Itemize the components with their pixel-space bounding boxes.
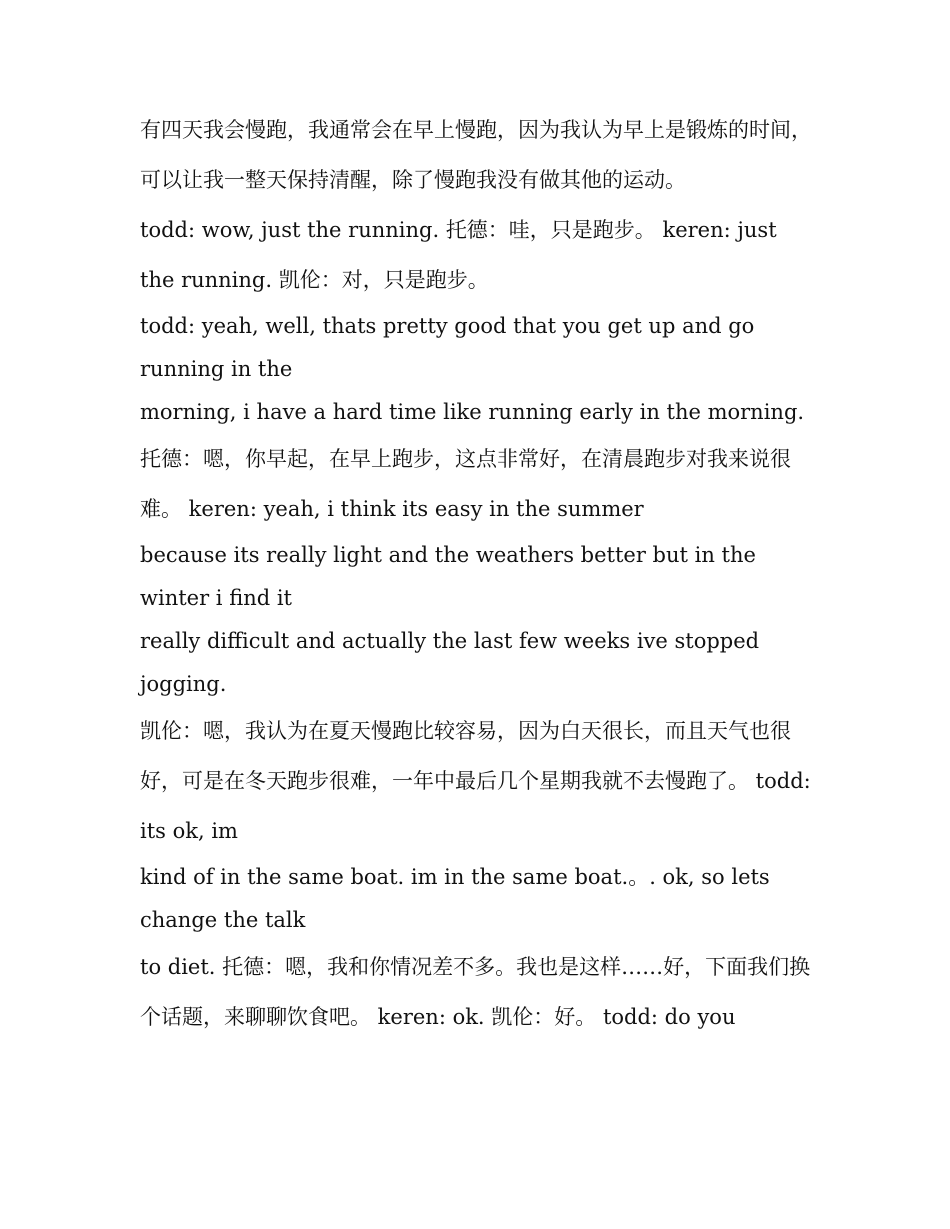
paragraph-2: todd: wow, just the running. 托德：哇，只是跑步。 keren: just the running. 凯伦：对，只是跑步。 bbox=[140, 218, 777, 292]
paragraph-9: kind of in the same boat. im in the same boat.。. ok, so lets change the talk bbox=[140, 865, 770, 932]
paragraph-5: 托德：嗯，你早起，在早上跑步，这点非常好，在清晨跑步对我来说很难。 keren: yeah, i think its easy in the summer bbox=[140, 447, 791, 521]
paragraph-4: morning, i have a hard time like running early in the morning. bbox=[140, 400, 805, 424]
paragraph-1: 有四天我会慢跑，我通常会在早上慢跑，因为我认为早上是锻炼的时间，可以让我一整天保持清醒，除了慢跑我没有做其他的运动。 bbox=[140, 118, 812, 192]
document-page bbox=[140, 105, 812, 1042]
paragraph-6: because its really light and the weathers better but in the winter i find it bbox=[140, 543, 756, 610]
paragraph-7: really difficult and actually the last few weeks ive stopped jogging. bbox=[140, 629, 760, 696]
paragraph-10: to diet. 托德：嗯，我和你情况差不多。我也是这样……好，下面我们换个话题，来聊聊饮食吧。 keren: ok. 凯伦：好。 todd: do you bbox=[140, 955, 811, 1029]
paragraph-3: todd: yeah, well, thats pretty good that you get up and go running in the bbox=[140, 314, 755, 381]
paragraph-8: 凯伦：嗯，我认为在夏天慢跑比较容易，因为白天很长，而且天气也很好，可是在冬天跑步很难，一年中最后几个星期我就不去慢跑了。 todd: its ok, im bbox=[140, 719, 811, 843]
